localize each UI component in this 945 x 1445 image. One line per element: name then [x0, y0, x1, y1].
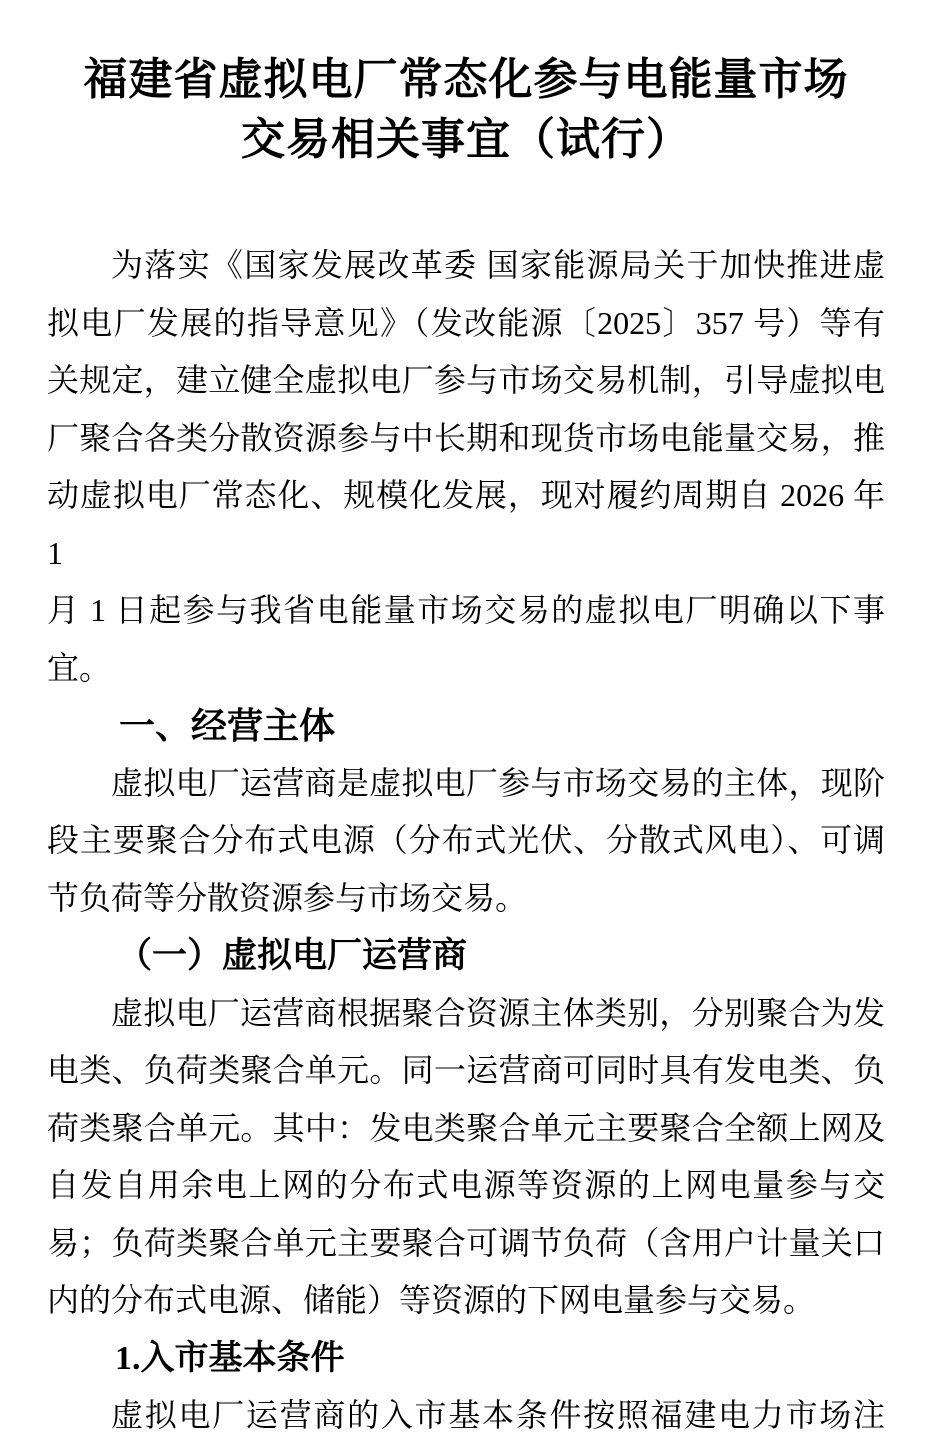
- text-line: 易；负荷类聚合单元主要聚合可调节负荷（含用户计量关口: [47, 1224, 885, 1261]
- text-line: 虚拟电厂运营商是虚拟电厂参与市场交易的主体，现阶: [111, 764, 885, 801]
- text-line: 关规定，建立健全虚拟电厂参与市场交易机制，引导虚拟电: [47, 362, 885, 398]
- paragraph: [47, 755, 885, 928]
- text-line: 虚拟电厂运营商根据聚合资源主体类别，分别聚合为发: [111, 994, 885, 1031]
- text-line: 一、经营主体: [119, 705, 336, 746]
- text-line: 月 1 日起参与我省电能量市场交易的虚拟电厂明确以下事宜。: [47, 592, 885, 686]
- text-line: 段主要聚合分布式电源（分布式光伏、分散式风电）、可调: [47, 822, 885, 858]
- text-line: 为落实《国家发展改革委 国家能源局关于加快推进虚: [111, 247, 885, 283]
- text-line: 内的分布式电源、储能）等资源的下网电量参与交易。: [47, 1282, 816, 1318]
- heading-level2: [47, 927, 885, 985]
- text-line: 厂聚合各类分散资源参与中长期和现货市场电能量交易，推: [47, 419, 885, 456]
- text-line: 拟电厂发展的指导意见》（发改能源〔2025〕357 号）等有: [47, 304, 885, 341]
- text-line: 动虚拟电厂常态化、规模化发展，现对履约周期自 2026 年 1: [47, 477, 885, 571]
- document-body: [47, 237, 885, 1445]
- text-line: 电类、负荷类聚合单元。同一运营商可同时具有发电类、负: [47, 1052, 885, 1088]
- text-line: 自发自用余电上网的分布式电源等资源的上网电量参与交: [47, 1167, 885, 1203]
- text-line: 荷类聚合单元。其中：发电类聚合单元主要聚合全额上网及: [47, 1109, 885, 1146]
- text-line: 1.入市基本条件: [115, 1339, 345, 1377]
- text-line: （一）虚拟电厂运营商: [117, 936, 468, 975]
- text-line: 虚拟电厂运营商的入市基本条件按照福建电力市场注: [111, 1397, 885, 1433]
- title-line-2: 交易相关事宜（试行）: [241, 115, 691, 164]
- heading-level3: [47, 1330, 885, 1388]
- paragraph: [47, 1387, 885, 1445]
- paragraph: [47, 237, 885, 697]
- text-line: 节负荷等分散资源参与市场交易。: [47, 879, 528, 916]
- document-title: [47, 50, 885, 170]
- paragraph: [47, 985, 885, 1330]
- title-line-1: 福建省虚拟电厂常态化参与电能量市场: [83, 55, 849, 104]
- heading-level1: [47, 697, 885, 755]
